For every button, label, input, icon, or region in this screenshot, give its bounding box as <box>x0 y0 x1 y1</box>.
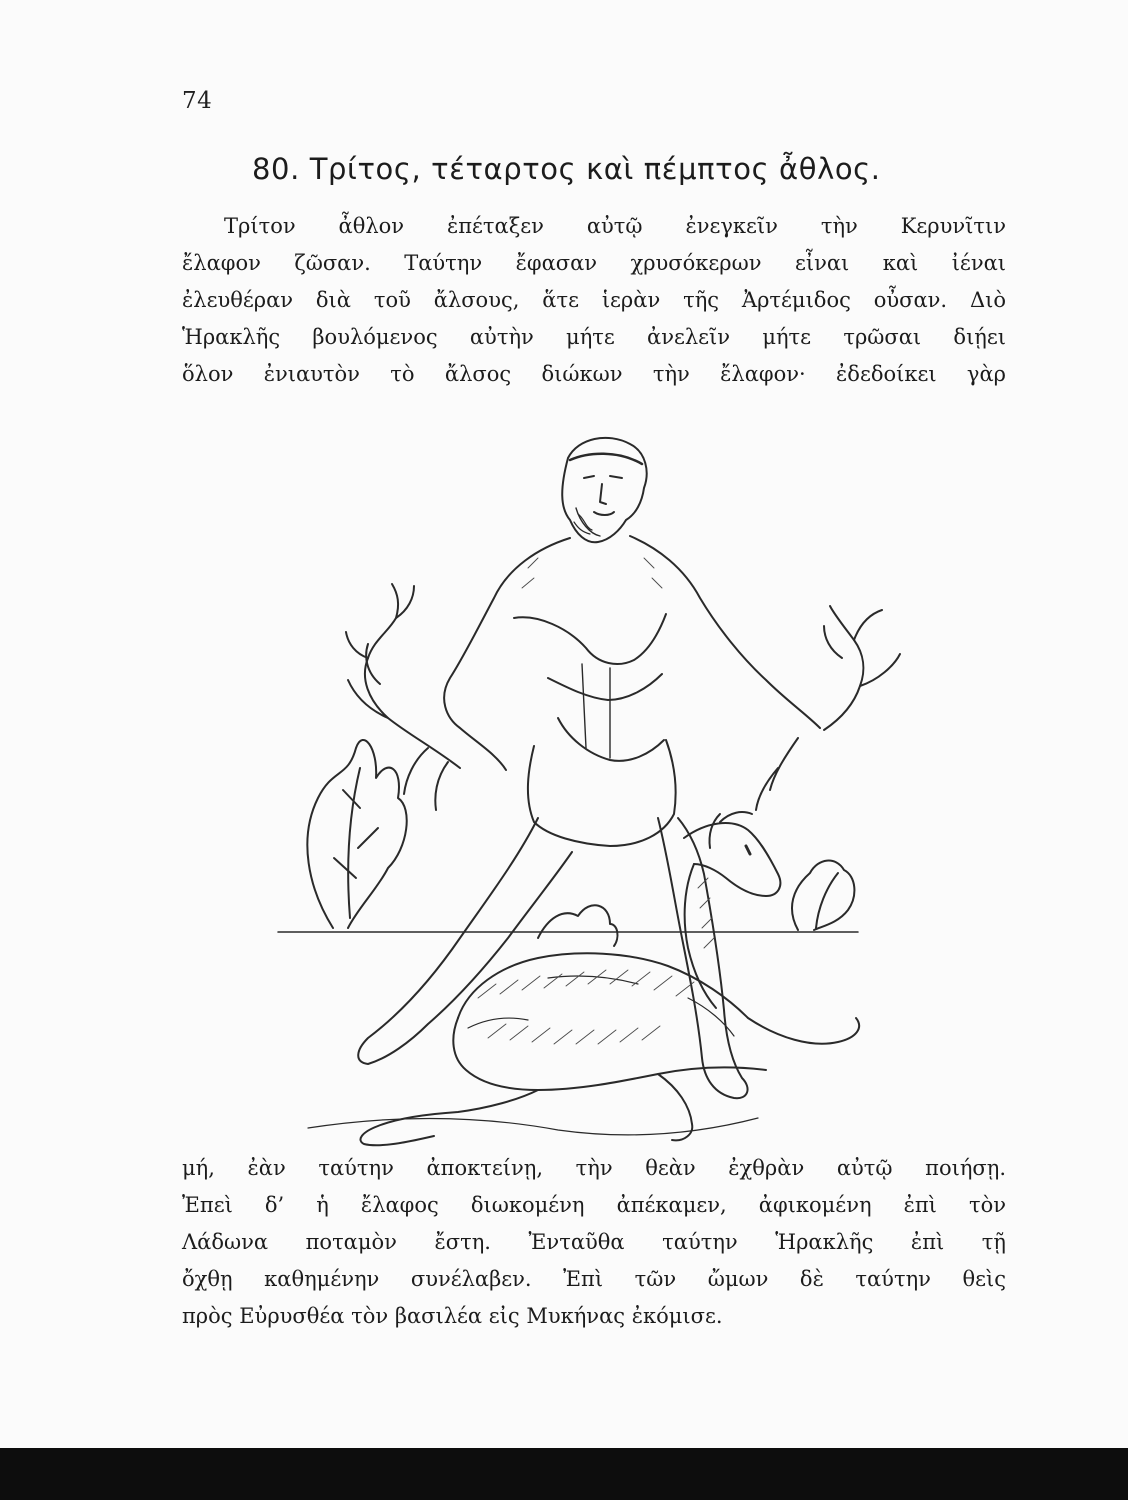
hind-body <box>360 953 859 1145</box>
right-antler <box>756 606 900 810</box>
scan-bottom-border <box>0 1448 1128 1500</box>
left-antler <box>346 584 460 810</box>
text-line: Τρίτον ἆθλον ἐπέταξεν αὐτῷ ἐνεγκεῖν τὴν Κερυνῖτιν <box>224 214 1006 238</box>
heracles-right-leg <box>658 818 748 1098</box>
text-line: Λάδωνα ποταμὸν ἔστη. Ἐνταῦθα ταύτην Ἡρακλῆς ἐπὶ τῇ <box>182 1230 1006 1254</box>
page-number: 74 <box>182 88 213 114</box>
left-shrub <box>307 740 406 928</box>
text-line: ἔλαφον ζῶσαν. Ταύτην ἔφασαν χρυσόκερων εἶναι καὶ ἰέναι <box>182 251 1006 275</box>
text-line: ἐλευθέραν διὰ τοῦ ἄλσους, ἅτε ἱερὰν τῆς Ἀρτέμιδος οὖσαν. Διὸ <box>182 288 1006 312</box>
heracles-head <box>562 438 646 542</box>
text-line: ὅλον ἐνιαυτὸν τὸ ἄλσος διώκων τὴν ἔλαφον· ἐδεδοίκει γὰρ <box>182 362 1006 386</box>
text-line: ὄχθῃ καθημένην συνέλαβεν. Ἐπὶ τῶν ὤμων δὲ ταύτην θεὶς <box>182 1267 1006 1291</box>
right-shrub <box>792 861 854 930</box>
text-line: Ἐπεὶ δ’ ἡ ἔλαφος διωκομένη ἀπέκαμεν, ἀφικομένη ἐπὶ τὸν <box>182 1193 1006 1217</box>
text-line: μή, ἐὰν ταύτην ἀποκτείνῃ, τὴν θεὰν ἐχθρὰν αὐτῷ ποιήσῃ. <box>182 1156 1006 1180</box>
text-line: Ἡρακλῆς βουλόμενος αὐτὴν μήτε ἀνελεῖν μήτε τρῶσαι διῄει <box>182 325 1006 349</box>
hind-head <box>684 812 780 1008</box>
text-line: πρὸς Εὐρυσθέα τὸν βασιλέα εἰς Μυκήνας ἐκόμισε. <box>182 1304 723 1328</box>
middle-shrub <box>538 905 617 946</box>
paragraph-after-illustration <box>182 1150 1006 1335</box>
section-heading: 80. Τρίτος, τέταρτος καὶ πέμπτος ἆθλος. <box>252 152 881 186</box>
heracles-and-hind-illustration <box>238 418 918 1156</box>
paragraph-before-illustration <box>182 208 1006 393</box>
heracles-body <box>358 536 820 1098</box>
heracles-left-leg <box>358 818 572 1064</box>
